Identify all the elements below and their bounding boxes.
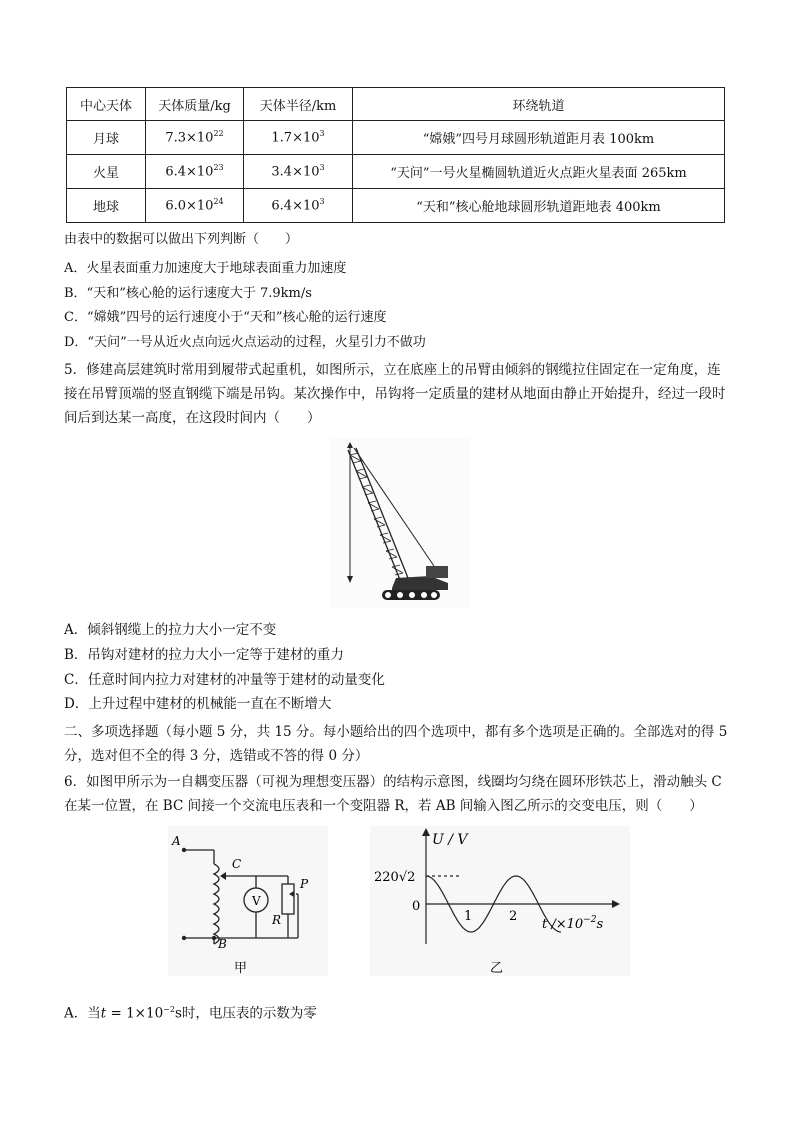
table-cell: $3.4\times 10^3$: [244, 155, 353, 189]
table-header: 天体半径/km: [244, 88, 353, 121]
caption-yi: 乙: [490, 961, 504, 976]
table-cell: “嫦娥”四号月球圆形轨道距月表 100km: [353, 121, 725, 155]
table-cell: $6.0\times 10^{24}$: [146, 189, 244, 223]
x-tick-1: 1: [464, 909, 473, 924]
question-4-option-a: A．火星表面重力加速度大于地球表面重力加速度: [64, 261, 347, 276]
label-r: R: [272, 913, 282, 927]
celestial-data-table: [66, 87, 725, 223]
x-tick-2: 2: [509, 909, 518, 924]
question-5-option-b: B．吊钩对建材的拉力大小一定等于建材的重力: [64, 647, 344, 663]
voltmeter-icon: V: [252, 894, 261, 908]
question-5-option-d: D．上升过程中建材的机械能一直在不断增大: [64, 696, 332, 712]
table-cell: 月球: [67, 121, 146, 155]
table-header: 环绕轨道: [353, 88, 725, 121]
question-4-option-b: B．“天和”核心舱的运行速度大于 7.9km/s: [64, 286, 312, 301]
table-cell: 地球: [67, 189, 146, 223]
label-p: P: [300, 877, 309, 891]
question-6-stem: 6．如图甲所示为一自耦变压器（可视为理想变压器）的结构示意图，线圈均匀绕在圆环形铁芯上，滑动触头 C 在某一位置，在 BC 间接一个交流电压表和一个变阻器 R，若 AB 间输入图乙所示的交变电压，则（ ）: [64, 774, 722, 814]
crawler-crane-figure: [330, 438, 470, 608]
table-cell: $6.4\times 10^3$: [244, 189, 353, 223]
caption-jia: 甲: [234, 961, 248, 976]
table-row: [67, 121, 725, 155]
question-4-option-c: C．“嫦娥”四号的运行速度小于“天和”核心舱的运行速度: [64, 310, 387, 325]
table-row: [67, 189, 725, 223]
question-5-option-a: A．倾斜钢缆上的拉力大小一定不变: [64, 622, 277, 638]
voltage-time-graph: [370, 826, 630, 976]
table-cell: “天问”一号火星椭圆轨道近火点距火星表面 265km: [353, 155, 725, 189]
table-cell: $7.3\times 10^{22}$: [146, 121, 244, 155]
x-axis-label: t $/\times 10^{-2}s$: [542, 915, 604, 932]
origin-label: 0: [412, 899, 421, 914]
label-c: C: [232, 857, 242, 871]
question-6-option-a: A．当$t = 1\times 10^{-2}s$时，电压表的示数为零: [64, 1005, 317, 1022]
table-cell: $6.4\times 10^{23}$: [146, 155, 244, 189]
table-header: 天体质量/kg: [146, 88, 244, 121]
table-cell: “天和”核心舱地球圆形轨道距地表 400km: [353, 189, 725, 223]
amplitude-label: 220√2: [374, 870, 416, 885]
table-header: 中心天体: [67, 88, 146, 121]
table-header-row: [67, 88, 725, 121]
table-cell: 火星: [67, 155, 146, 189]
table-cell: $1.7\times 10^3$: [244, 121, 353, 155]
label-b: B: [218, 937, 227, 951]
autotransformer-diagram: [168, 826, 328, 976]
section-2-instructions: 二、多项选择题（每小题 5 分，共 15 分。每小题给出的四个选项中，都有多个选项是正确的。全部选对的得 5 分，选对但不全的得 3 分，选错或不答的得 0 分）: [64, 724, 728, 764]
y-axis-label: U / V: [432, 832, 468, 848]
label-a: A: [172, 834, 181, 848]
table-row: [67, 155, 725, 189]
question-5-option-c: C．任意时间内拉力对建材的冲量等于建材的动量变化: [64, 672, 385, 688]
question-4-stem: 由表中的数据可以做出下列判断（ ）: [64, 232, 299, 247]
question-4-option-d: D．“天问”一号从近火点向远火点运动的过程，火星引力不做功: [64, 335, 426, 350]
question-5-stem: 5．修建高层建筑时常用到履带式起重机，如图所示，立在底座上的吊臂由倾斜的钢缆拉住固定在一定角度，连接在吊臂顶端的竖直钢缆下端是吊钩。某次操作中，吊钩将一定质量的建材从地面由静止开始提升，经过一段时间后到达某一高度，在这段时间内（ ）: [64, 362, 726, 426]
